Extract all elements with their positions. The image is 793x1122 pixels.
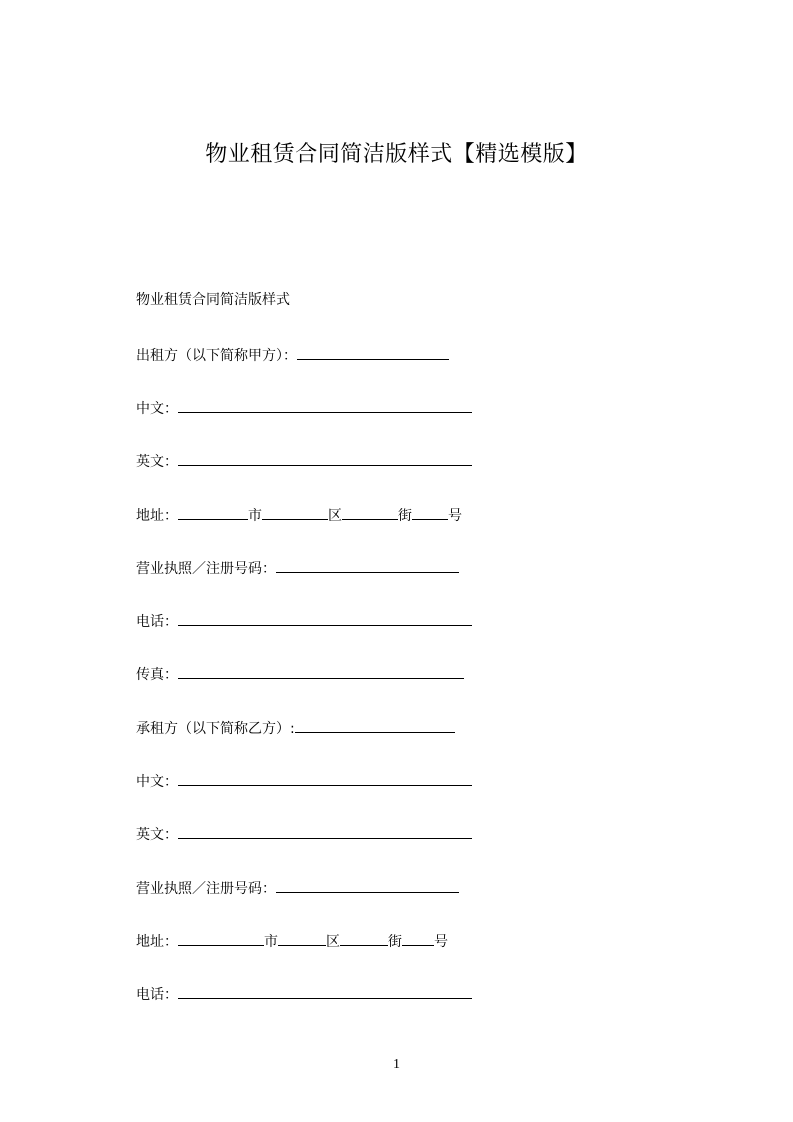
lessor-phone-field[interactable] bbox=[178, 610, 472, 626]
lessor-district-label: 区 bbox=[328, 508, 342, 524]
lessee-number-field[interactable] bbox=[402, 930, 434, 946]
lessee-address-label: 地址： bbox=[136, 934, 178, 950]
lessee-english-field[interactable] bbox=[178, 823, 472, 839]
lessor-street-label: 街 bbox=[398, 508, 412, 524]
lessor-phone-line bbox=[136, 610, 472, 630]
lessor-english-line bbox=[136, 450, 472, 470]
lessee-heading-label: 承租方（以下简称乙方）: bbox=[136, 721, 295, 737]
lessee-district-label: 区 bbox=[326, 934, 340, 950]
lessor-city-field[interactable] bbox=[178, 504, 248, 520]
lessee-district-field[interactable] bbox=[278, 930, 326, 946]
lessee-chinese-field[interactable] bbox=[178, 770, 472, 786]
lessee-number-label: 号 bbox=[434, 934, 448, 950]
page-number: 1 bbox=[393, 1057, 400, 1072]
document-subtitle: 物业租赁合同简洁版样式 bbox=[136, 292, 290, 308]
lessor-license-field[interactable] bbox=[276, 557, 459, 573]
lessor-fax-field[interactable] bbox=[178, 663, 464, 679]
lessee-phone-label: 电话： bbox=[136, 987, 178, 1003]
lessee-phone-line bbox=[136, 983, 472, 1003]
lessor-fax-line bbox=[136, 663, 464, 683]
lessee-address-line bbox=[136, 930, 448, 950]
lessee-chinese-line bbox=[136, 770, 472, 790]
lessee-street-field[interactable] bbox=[340, 930, 388, 946]
lessor-english-label: 英文： bbox=[136, 454, 178, 470]
lessee-english-line bbox=[136, 823, 472, 843]
lessor-address-label: 地址： bbox=[136, 508, 178, 524]
lessee-license-label: 营业执照／注册号码： bbox=[136, 881, 276, 897]
lessee-city-field[interactable] bbox=[178, 930, 264, 946]
lessee-license-field[interactable] bbox=[276, 877, 459, 893]
lessee-phone-field[interactable] bbox=[178, 983, 472, 999]
lessor-license-line bbox=[136, 557, 459, 577]
document-title: 物业租赁合同简洁版样式【精选模版】 bbox=[205, 142, 588, 167]
lessor-heading-label: 出租方（以下简称甲方）： bbox=[136, 348, 297, 364]
lessee-english-label: 英文： bbox=[136, 827, 178, 843]
lessee-name-field[interactable] bbox=[295, 717, 455, 733]
lessee-street-label: 街 bbox=[388, 934, 402, 950]
lessor-license-label: 营业执照／注册号码： bbox=[136, 561, 276, 577]
lessor-fax-label: 传真： bbox=[136, 667, 178, 683]
lessee-license-line bbox=[136, 877, 459, 897]
lessee-heading-line bbox=[136, 717, 455, 737]
lessor-heading-line bbox=[136, 344, 449, 364]
lessor-number-field[interactable] bbox=[412, 504, 448, 520]
lessor-district-field[interactable] bbox=[262, 504, 328, 520]
lessee-city-label: 市 bbox=[264, 934, 278, 950]
lessor-street-field[interactable] bbox=[342, 504, 398, 520]
lessor-chinese-field[interactable] bbox=[178, 397, 472, 413]
lessor-chinese-label: 中文： bbox=[136, 401, 178, 417]
lessor-number-label: 号 bbox=[448, 508, 462, 524]
lessor-city-label: 市 bbox=[248, 508, 262, 524]
lessor-english-field[interactable] bbox=[178, 450, 472, 466]
lessor-chinese-line bbox=[136, 397, 472, 417]
lessor-phone-label: 电话： bbox=[136, 614, 178, 630]
lessor-name-field[interactable] bbox=[297, 344, 449, 360]
lessee-chinese-label: 中文： bbox=[136, 774, 178, 790]
lessor-address-line bbox=[136, 504, 462, 524]
